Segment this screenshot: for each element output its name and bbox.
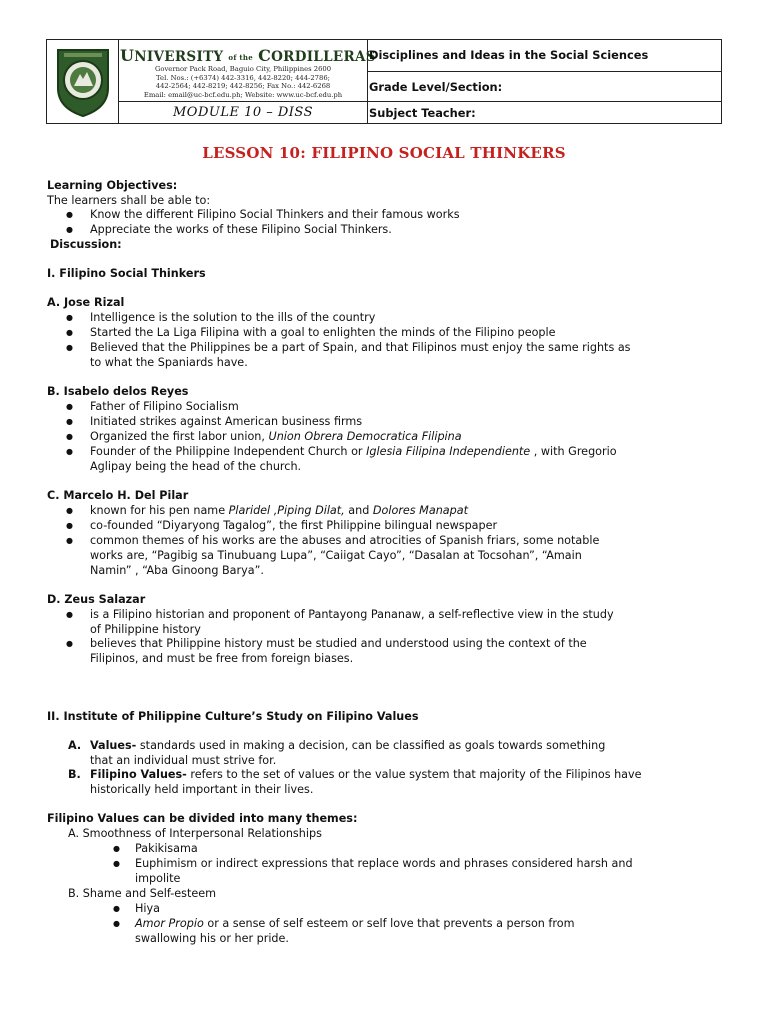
theme-subitem: Hiya [135,902,160,915]
university-phone: 442-2564; 442-8219; 442-8256; Fax No.: 442-6268 [155,82,331,91]
grade-level-field: Grade Level/Section: [369,80,503,94]
theme-subitem-text: or a sense of self esteem or self love that prevents a person from [203,917,575,930]
header-row-divider [367,101,721,102]
university-name-part: U [120,46,135,65]
list-item: co-founded “Diyaryong Tagalog”, the first Philippine bilingual newspaper [90,519,498,532]
definition-text: standards used in making a decision, can be classified as goals towards something [136,739,606,752]
list-item: common themes of his works are the abuses and atrocities of Spanish friars, some notable [90,534,600,547]
definition-term: Values- [90,739,137,752]
thinker-heading: A. Jose Rizal [47,296,125,309]
definition-continued: historically held important in their lives. [90,783,314,796]
union-name: Union Obrera Democratica Filipina [268,430,462,443]
thinker-heading: D. Zeus Salazar [47,593,146,606]
definition-continued: that an individual must strive for. [90,754,277,767]
theme-subitem [135,916,574,931]
definition-item [90,738,605,753]
university-name-part: of the [228,53,254,62]
definition-term: Filipino Values- [90,768,187,781]
objective-item: Appreciate the works of these Filipino Social Thinkers. [90,223,392,236]
themes-heading: Filipino Values can be divided into many themes: [47,812,358,825]
bullet-icon: ● [113,844,120,853]
bullet-icon: ● [113,859,120,868]
university-address: Governor Pack Road, Baguio City, Philippines 2600 [154,65,332,73]
list-item: Initiated strikes against American business firms [90,415,363,428]
bullet-icon: ● [66,417,73,426]
list-item-continued: Filipinos, and must be free from foreign biases. [90,652,354,665]
bullet-icon: ● [113,904,120,913]
list-item-text: Organized the first labor union, [90,430,269,443]
list-item-continued: to what the Spaniards have. [90,356,248,369]
list-item-continued: of Philippine history [90,623,201,636]
list-item-text: known for his pen name [90,504,229,517]
theme-subitem: Euphimism or indirect expressions that replace words and phrases considered harsh and [135,857,633,870]
university-seal-icon [54,44,112,118]
bullet-icon: ● [66,225,73,234]
bullet-icon: ● [66,506,73,515]
definition-item [90,767,642,782]
bullet-icon: ● [66,210,73,219]
header-table [46,39,722,124]
discussion-heading: Discussion: [50,238,122,251]
list-item: Believed that the Philippines be a part of Spain, and that Filipinos must enjoy the same rights as [90,341,631,354]
objective-item: Know the different Filipino Social Thinkers and their famous works [90,208,460,221]
list-item [90,503,468,518]
university-name-part: NIVERSITY [134,49,224,65]
thinker-heading: C. Marcelo H. Del Pilar [47,489,189,502]
module-label: MODULE 10 – DISS [172,105,314,120]
theme-item: A. Smoothness of Interpersonal Relationships [68,827,322,840]
theme-subitem-continued: swallowing his or her pride. [135,932,289,945]
list-item-continued: works are, “Pagibig sa Tinubuang Lupa”, “Caiigat Cayo”, “Dasalan at Tocsohan”, “Amain [90,549,582,562]
thinker-heading: B. Isabelo delos Reyes [47,385,189,398]
university-name-part: ORDILLERAS [271,49,376,65]
university-name [120,46,376,65]
list-item-continued: Namin” , “Aba Ginoong Barya”. [90,564,264,577]
pen-names: Plaridel ,Piping Dilat, [228,504,345,517]
definition-text: refers to the set of values or the value system that majority of the Filipinos have [186,768,642,781]
list-item [90,429,462,444]
section-heading: I. Filipino Social Thinkers [47,267,206,280]
theme-subitem-continued: impolite [135,872,181,885]
theme-subitem: Pakikisama [135,842,198,855]
bullet-icon: ● [66,402,73,411]
bullet-icon: ● [66,343,73,352]
list-item: Father of Filipino Socialism [90,400,239,413]
objectives-intro: The learners shall be able to: [47,194,211,207]
bullet-icon: ● [66,432,73,441]
bullet-icon: ● [66,639,73,648]
university-seal [47,40,118,122]
list-item: believes that Philippine history must be studied and understood using the context of the [90,637,587,650]
list-item-text: Founder of the Philippine Independent Church or [90,445,367,458]
definition-label: A. [68,739,82,752]
university-info [120,42,376,103]
value-term: Amor Propio [135,917,204,930]
list-item-text: and [344,504,373,517]
bullet-icon: ● [66,610,73,619]
header-row-divider [367,71,721,72]
subject-name: Disciplines and Ideas in the Social Sciences [369,48,649,62]
bullet-icon: ● [66,447,73,456]
list-item: is a Filipino historian and proponent of Pantayong Pananaw, a self-reflective view in the study [90,608,614,621]
list-item-continued: Aglipay being the head of the church. [90,460,302,473]
list-item-text: , with Gregorio [530,445,617,458]
theme-item: B. Shame and Self-esteem [68,887,216,900]
lesson-title: LESSON 10: FILIPINO SOCIAL THINKERS [202,144,566,162]
list-item: Intelligence is the solution to the ills of the country [90,311,376,324]
bullet-icon: ● [66,536,73,545]
bullet-icon: ● [66,328,73,337]
list-item [90,444,617,459]
university-contact: Email: email@uc-bcf.edu.ph; Website: www.uc-bcf.edu.ph [143,90,343,99]
university-name-part: C [258,46,272,65]
bullet-icon: ● [113,919,120,928]
header-divider [118,40,119,123]
church-name: Iglesia Filipina Independiente [366,445,531,458]
bullet-icon: ● [66,313,73,322]
list-item: Started the La Liga Filipina with a goal to enlighten the minds of the Filipino people [90,326,556,339]
university-phone: Tel. Nos.: (+6374) 442-3316, 442-8220; 444-2786; [156,73,330,82]
section-heading: II. Institute of Philippine Culture’s Study on Filipino Values [47,710,419,723]
objectives-heading: Learning Objectives: [47,179,178,192]
subject-teacher-field: Subject Teacher: [369,106,476,120]
definition-label: B. [68,768,81,781]
bullet-icon: ● [66,521,73,530]
pen-names: Dolores Manapat [372,504,468,517]
